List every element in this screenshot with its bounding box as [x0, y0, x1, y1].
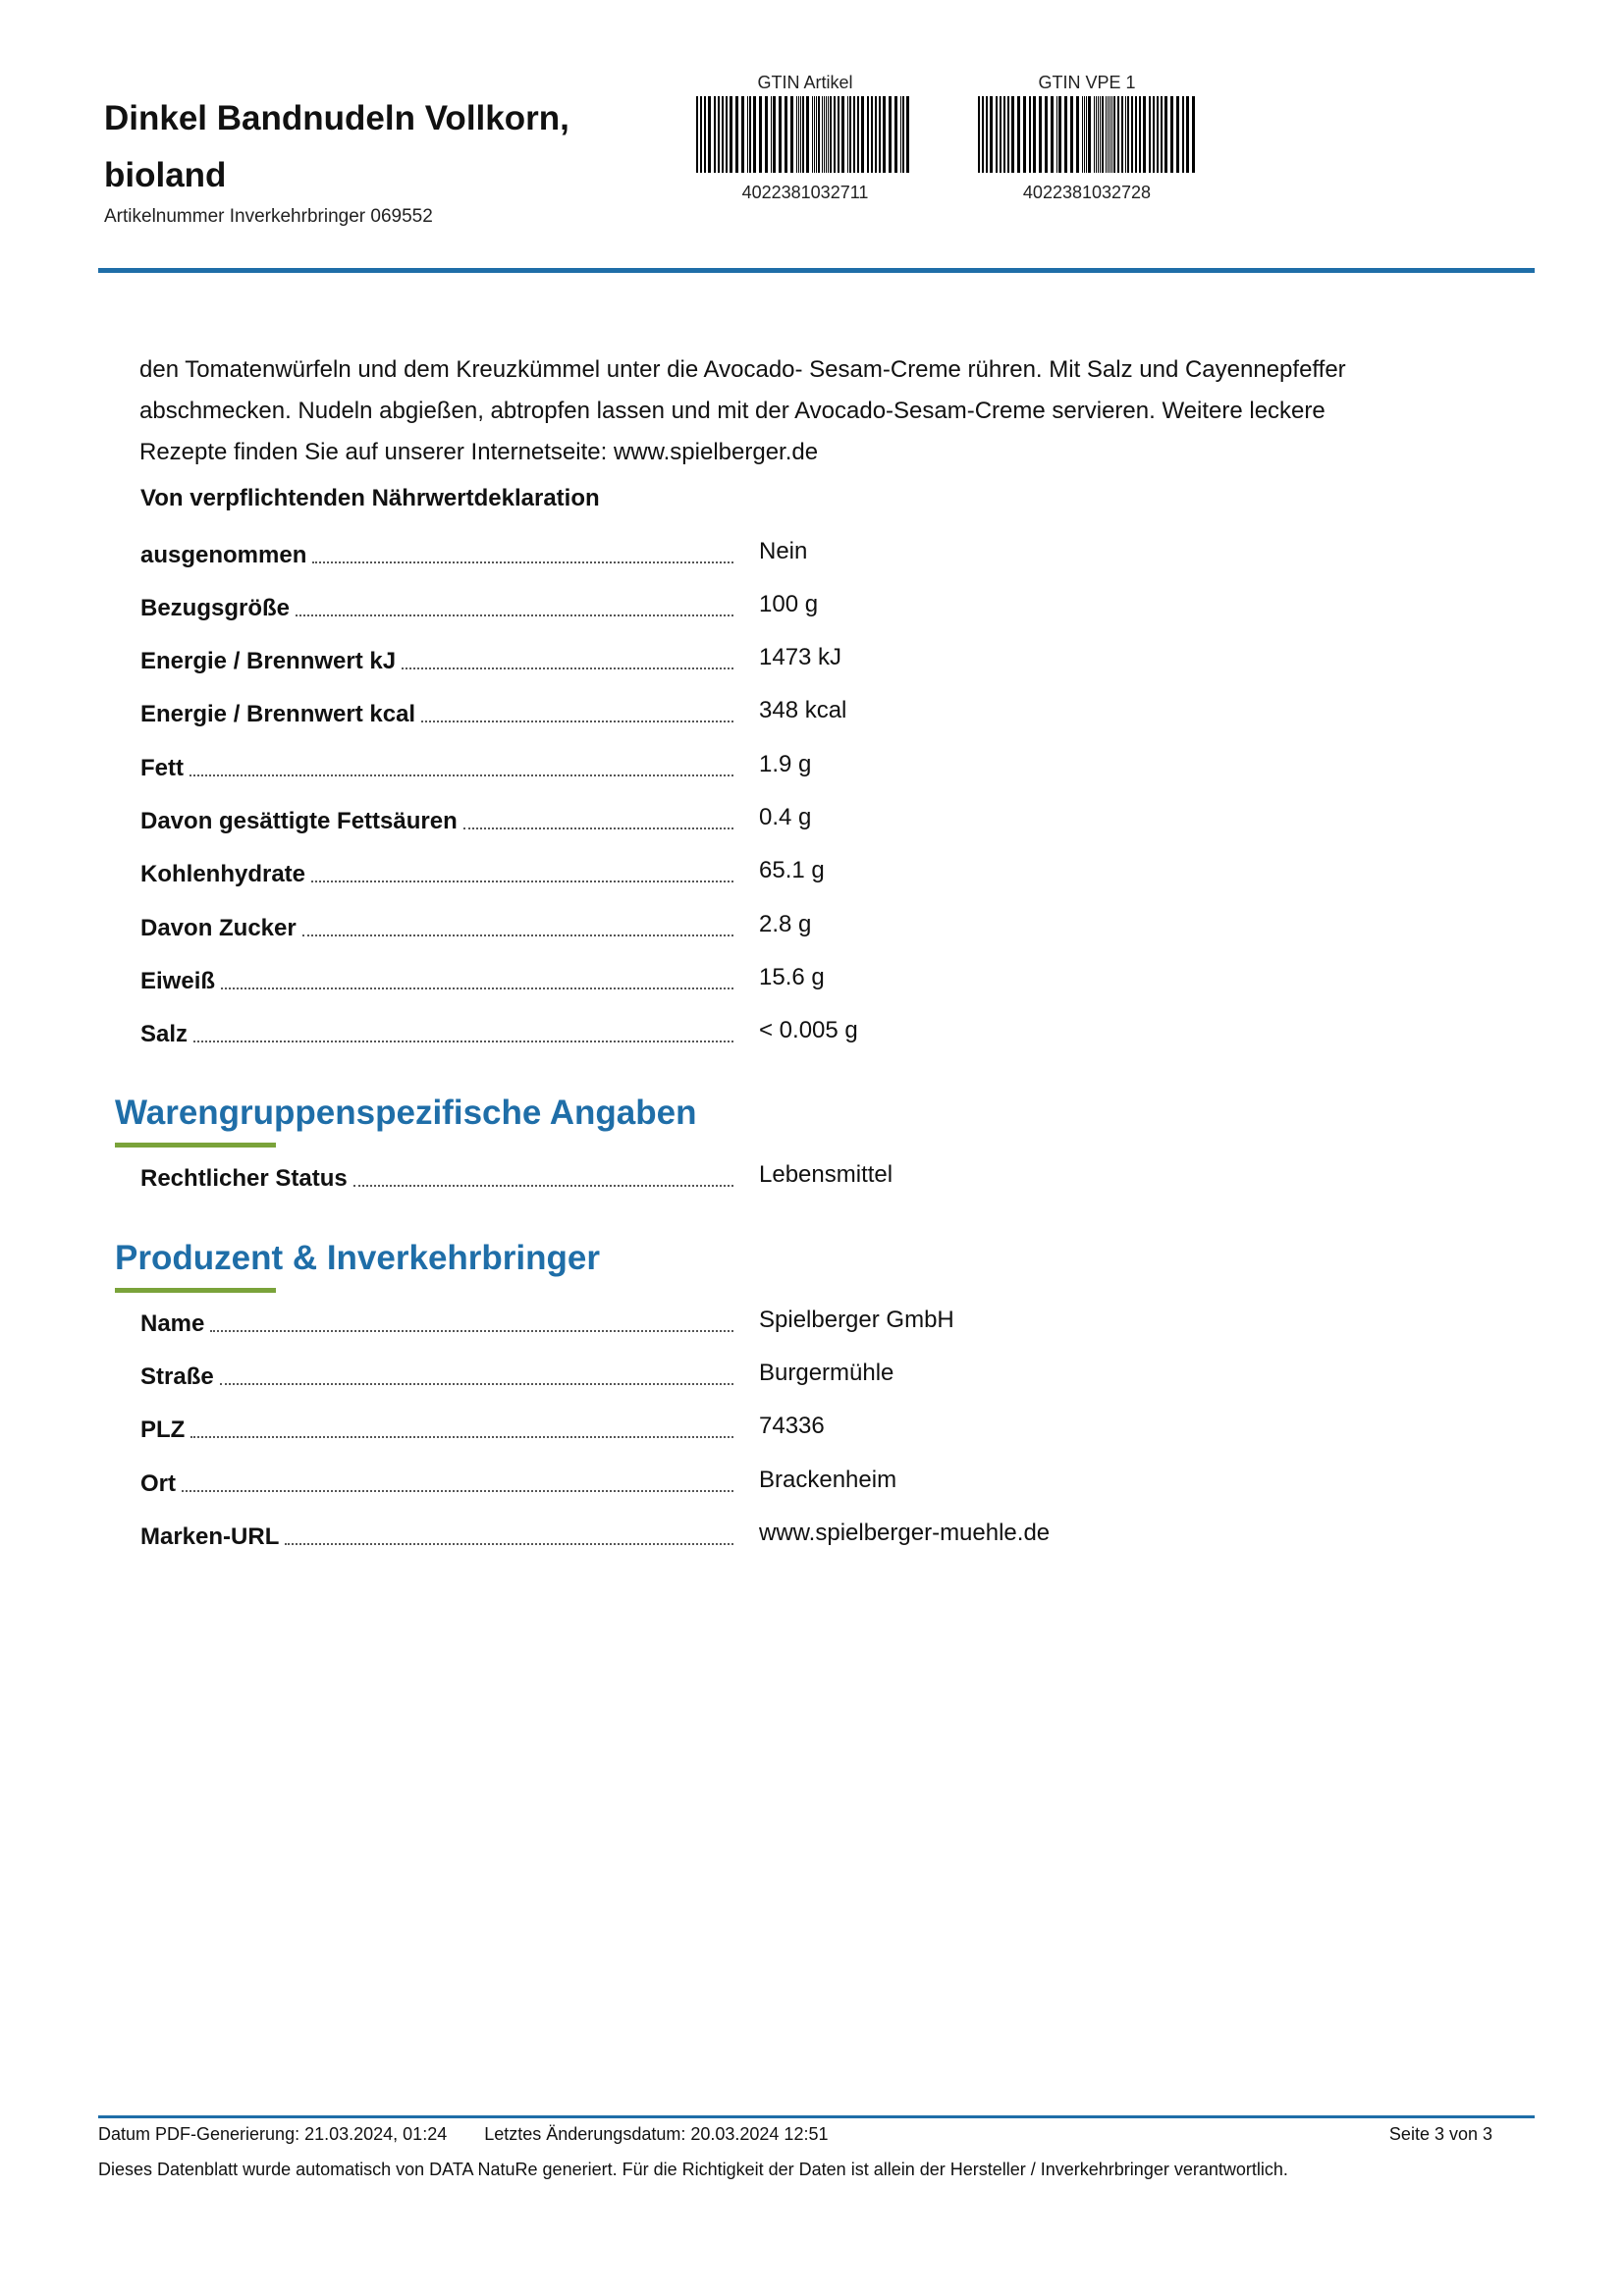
barcode-bar	[1033, 96, 1036, 173]
row-label: Energie / Brennwert kcal	[140, 701, 416, 727]
row-label: Straße	[140, 1363, 214, 1390]
barcode-bar	[879, 96, 881, 173]
barcode-bar	[812, 96, 813, 173]
nutrition-row	[140, 536, 1397, 571]
barcode-bar	[875, 96, 877, 173]
row-value: Spielberger GmbH	[759, 1307, 954, 1333]
footer-disclaimer: Dieses Datenblatt wurde automatisch von DATA NatuRe generiert. Für die Richtigkeit der Daten ist allein der Hersteller / Inverkehrbringer verantwortlich.	[98, 2160, 1288, 2179]
barcode-bar	[871, 96, 873, 173]
dot-leader	[463, 828, 733, 829]
recipe-text: den Tomatenwürfeln und dem Kreuzkümmel unter die Avocado- Sesam-Creme rühren. Mit Salz und Cayennepfeffer abschmecken. Nudeln abgießen, abtropfen lassen und mit der Avocado-Sesam-Creme servieren. Weitere leckere Rezepte finden Sie auf unserer Internetseite: www.spielberger.de	[139, 356, 1346, 465]
dot-leader	[312, 561, 733, 563]
barcode-bar	[1023, 96, 1026, 173]
barcode-bar	[1088, 96, 1091, 173]
header-divider	[98, 268, 1535, 273]
produzent-row	[140, 1358, 1397, 1393]
row-value: 1.9 g	[759, 751, 812, 777]
barcode-bar	[1176, 96, 1179, 173]
barcode-gtin-article	[687, 71, 923, 203]
dot-leader	[210, 1330, 733, 1332]
barcode-bar	[790, 96, 793, 173]
barcode-bar	[802, 96, 804, 173]
row-label: Salz	[140, 1021, 189, 1047]
barcode-bar	[714, 96, 716, 173]
last-modified-date: Letztes Änderungsdatum: 20.03.2024 12:51	[484, 2124, 829, 2144]
barcode-bar	[765, 96, 768, 173]
nutrition-row	[140, 589, 1397, 624]
section-underline	[115, 1288, 276, 1293]
barcode-bar	[1121, 96, 1123, 173]
barcode-bar	[771, 96, 772, 173]
barcode-bar	[741, 96, 744, 173]
barcode-bar	[1106, 96, 1107, 173]
section-title-produzent: Produzent & Inverkehrbringer	[115, 1239, 600, 1277]
warengruppe-row	[140, 1159, 1397, 1195]
barcode-bar	[779, 96, 782, 173]
barcode-bar	[857, 96, 859, 173]
barcode-bar	[1153, 96, 1155, 173]
dot-leader	[421, 721, 733, 722]
barcode-bar	[1186, 96, 1189, 173]
barcode-bar	[785, 96, 787, 173]
produzent-row	[140, 1305, 1397, 1340]
dot-leader	[220, 1383, 733, 1385]
barcode-gtin-vpe	[969, 71, 1205, 203]
barcode-bar	[730, 96, 732, 173]
row-label: Kohlenhydrate	[140, 861, 306, 887]
row-value: Brackenheim	[759, 1467, 897, 1493]
barcode-bar	[847, 96, 848, 173]
barcode-bar	[982, 96, 984, 173]
nutrition-row	[140, 749, 1397, 784]
barcode-bar	[1170, 96, 1173, 173]
barcode-bar	[1029, 96, 1031, 173]
row-value: 100 g	[759, 591, 819, 617]
barcode-bar	[1017, 96, 1020, 173]
barcode-bar	[1100, 96, 1101, 173]
barcode-bar	[722, 96, 724, 173]
barcode-bar	[1143, 96, 1146, 173]
barcode-bar	[838, 96, 839, 173]
barcode-bar	[1139, 96, 1141, 173]
barcode-bar	[747, 96, 748, 173]
barcode-bar	[1094, 96, 1095, 173]
barcode-graphic	[974, 96, 1200, 173]
barcode-bar	[1086, 96, 1087, 173]
barcode-bar	[718, 96, 720, 173]
barcode-bar	[1084, 96, 1085, 173]
barcode-bar	[996, 96, 998, 173]
barcode-bar	[1056, 96, 1057, 173]
barcode-bar	[834, 96, 836, 173]
barcode-bar	[867, 96, 869, 173]
barcode-bar	[1096, 96, 1097, 173]
row-value: 15.6 g	[759, 964, 825, 990]
barcode-bar	[1192, 96, 1195, 173]
nutrition-row	[140, 642, 1397, 677]
barcode-bar	[1064, 96, 1067, 173]
row-label: Ort	[140, 1470, 176, 1497]
barcode-bar	[1127, 96, 1129, 173]
barcode-label: GTIN Artikel	[757, 73, 853, 92]
row-value: Nein	[759, 538, 808, 564]
barcode-bar	[798, 96, 799, 173]
barcode-bar	[1082, 96, 1083, 173]
barcode-bar	[1161, 96, 1163, 173]
barcode-bar	[759, 96, 762, 173]
row-value: Lebensmittel	[759, 1161, 893, 1188]
row-value: 348 kcal	[759, 697, 847, 723]
barcode-bar	[1045, 96, 1048, 173]
dot-leader	[353, 1185, 733, 1187]
row-label: Name	[140, 1310, 205, 1337]
barcode-bar	[1102, 96, 1104, 173]
barcode-bar	[818, 96, 820, 173]
barcode-bar	[824, 96, 825, 173]
barcode-bar	[841, 96, 844, 173]
produzent-row	[140, 1411, 1397, 1446]
dot-leader	[285, 1543, 733, 1545]
article-number: Artikelnummer Inverkehrbringer 069552	[104, 206, 433, 227]
barcode-bar	[902, 96, 904, 173]
section-underline	[115, 1143, 276, 1148]
barcode-bar	[800, 96, 801, 173]
row-label: ausgenommen	[140, 542, 307, 568]
barcode-bar	[830, 96, 832, 173]
barcode-bar	[814, 96, 815, 173]
nutrition-row	[140, 695, 1397, 730]
row-value: < 0.005 g	[759, 1017, 858, 1043]
barcode-number: 4022381032728	[1022, 183, 1152, 202]
row-label: Fett	[140, 755, 184, 781]
barcode-bar	[826, 96, 827, 173]
row-label: Rechtlicher Status	[140, 1165, 348, 1192]
barcode-bar	[889, 96, 892, 173]
barcode-bar	[704, 96, 706, 173]
dot-leader	[221, 988, 733, 989]
barcode-bar	[1076, 96, 1079, 173]
barcode-bar	[906, 96, 909, 173]
barcode-bar	[978, 96, 980, 173]
barcode-bar	[796, 96, 797, 173]
nutrition-exemption-heading: Von verpflichtenden Nährwertdeklaration	[140, 485, 600, 511]
barcode-bar	[696, 96, 698, 173]
barcode-bar	[849, 96, 851, 173]
nutrition-row	[140, 1015, 1397, 1050]
barcode-bar	[1111, 96, 1112, 173]
row-label: Energie / Brennwert kJ	[140, 648, 397, 674]
footer-meta	[98, 2124, 1492, 2145]
barcode-bar	[1098, 96, 1099, 173]
barcode-bar	[1108, 96, 1109, 173]
barcode-bar	[986, 96, 988, 173]
row-value: www.spielberger-muehle.de	[759, 1520, 1051, 1546]
row-value: 74336	[759, 1413, 825, 1439]
pdf-generation-date: Datum PDF-Generierung: 21.03.2024, 01:24	[98, 2124, 448, 2144]
barcode-bar	[1003, 96, 1005, 173]
row-value: 2.8 g	[759, 911, 812, 937]
produzent-row	[140, 1518, 1397, 1553]
dot-leader	[402, 667, 733, 669]
barcode-graphic	[692, 96, 918, 173]
barcode-bar	[861, 96, 864, 173]
nutrition-row	[140, 802, 1397, 837]
barcode-bar	[773, 96, 776, 173]
barcode-bar	[1011, 96, 1014, 173]
section-title-warengruppe: Warengruppenspezifische Angaben	[115, 1094, 697, 1132]
dot-leader	[302, 934, 733, 936]
footer-divider	[98, 2115, 1535, 2118]
row-label: Bezugsgröße	[140, 595, 291, 621]
barcode-bar	[708, 96, 711, 173]
barcode-bar	[806, 96, 809, 173]
barcode-bar	[883, 96, 886, 173]
barcode-bar	[1007, 96, 1009, 173]
row-label: PLZ	[140, 1416, 186, 1443]
barcode-bar	[822, 96, 823, 173]
barcode-bar	[1157, 96, 1159, 173]
row-label: Marken-URL	[140, 1523, 280, 1550]
barcode-label: GTIN VPE 1	[1038, 73, 1136, 92]
barcode-bar	[749, 96, 751, 173]
dot-leader	[193, 1041, 733, 1042]
barcode-bar	[900, 96, 901, 173]
row-label: Davon Zucker	[140, 915, 297, 941]
row-value: 0.4 g	[759, 804, 812, 830]
row-value: 65.1 g	[759, 857, 825, 883]
barcode-bar	[753, 96, 756, 173]
produzent-row	[140, 1465, 1397, 1500]
dot-leader	[189, 774, 733, 776]
barcode-bar	[990, 96, 993, 173]
dot-leader	[190, 1436, 733, 1438]
barcode-bar	[894, 96, 897, 173]
barcode-bar	[1164, 96, 1167, 173]
dot-leader	[311, 881, 733, 882]
nutrition-row	[140, 855, 1397, 890]
barcode-bar	[1135, 96, 1137, 173]
barcode-bar	[726, 96, 728, 173]
barcode-bar	[735, 96, 738, 173]
barcode-bar	[1182, 96, 1184, 173]
row-value: 1473 kJ	[759, 644, 842, 670]
barcode-number: 4022381032711	[741, 183, 869, 202]
row-value: Burgermühle	[759, 1360, 894, 1386]
barcode-bar	[1113, 96, 1115, 173]
row-label: Eiweiß	[140, 968, 216, 994]
barcode-bar	[1070, 96, 1073, 173]
barcode-bar	[828, 96, 829, 173]
dot-leader	[296, 614, 733, 616]
barcode-bar	[1000, 96, 1001, 173]
page-number: Seite 3 von 3	[1388, 2124, 1492, 2144]
barcode-bar	[1058, 96, 1061, 173]
nutrition-row	[140, 909, 1397, 944]
row-label: Davon gesättigte Fettsäuren	[140, 808, 458, 834]
barcode-bar	[1131, 96, 1133, 173]
barcode-bar	[1051, 96, 1054, 173]
product-title: Dinkel Bandnudeln Vollkorn, bioland	[104, 99, 569, 194]
barcode-bar	[1149, 96, 1151, 173]
barcode-bar	[853, 96, 855, 173]
barcode-bar	[1117, 96, 1119, 173]
barcode-bar	[700, 96, 702, 173]
barcode-bar	[1125, 96, 1126, 173]
dot-leader	[182, 1490, 733, 1492]
nutrition-row	[140, 962, 1397, 997]
barcode-bar	[1039, 96, 1042, 173]
barcode-bar	[816, 96, 817, 173]
